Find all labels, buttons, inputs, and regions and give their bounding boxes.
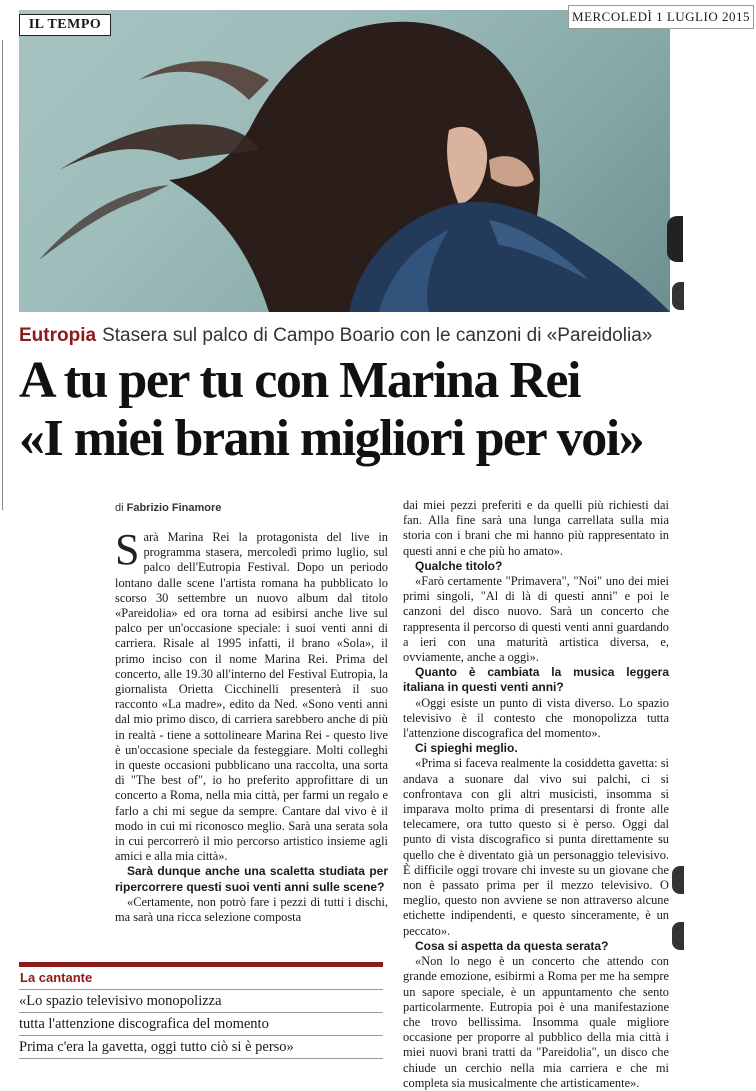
hero-photo [19, 10, 670, 312]
interview-question: Quanto è cambiata la musica leggera italiana in questi venti anni? [403, 665, 669, 695]
issue-date: MERCOLEDÌ 1 LUGLIO 2015 [568, 5, 754, 29]
kicker-text: Stasera sul palco di Campo Boario con le canzoni di «Pareidolia» [102, 325, 653, 346]
adjacent-page-edge [667, 216, 683, 262]
interview-question: Qualche titolo? [415, 558, 503, 573]
paragraph: «Farò certamente "Primavera", "Noi" uno dei miei primi singoli, "Al di là di questi anni" e poi le canzoni del disco nuovo. Sarà un concerto che rappresenta il percorso di questi venti anni guardando a ieri con una maturità artistica diversa, e, ovviamente, anche a oggi». [403, 574, 669, 665]
pull-quote-line: Prima c'era la gavetta, oggi tutto ciò si è perso» [19, 1036, 383, 1059]
adjacent-page-mark [672, 282, 684, 310]
paragraph: «Non lo nego è un concerto che attendo con grande emozione, esibirmi a Roma per me ha sempre un sapore speciale, è un appuntamento che sento particolarmente. Eutropia poi è una manifestazione che trovo bellissima. Insomma quale migliore occasione per proporre al pubblico della mia città i miei nuovi brani tratti da "Pareidolia", un disco che chiude un cerchio nella mia carriera e che mi completa sia musicalmente che artisticamente». [403, 954, 669, 1090]
paragraph: «Prima si faceva realmente la cosiddetta gavetta: si andava a suonare dal vivo sui palchi, ci si confrontava con gli altri musicisti, insomma si imparava molto prima di presentarsi di fronte alle telecamere, ora tutto questo si è perso. Oggi dal punto di vista discografico si punta direttamente su quello che è diventato già un personaggio televisivo. È difficile oggi trovare chi investe su un giovane che non è passato prima per il mezzo televisivo. O meglio, questo non avviene se non attraverso alcune etichette indipendenti, e questo sinceramente, è un peccato». [403, 756, 669, 938]
interview-question: Cosa si aspetta da questa serata? [415, 938, 609, 953]
interview-question: Sarà dunque anche una scaletta studiata per ripercorrere questi suoi venti anni sulle scene? [115, 864, 388, 894]
pull-quote-box [19, 962, 383, 1059]
left-margin-rule [2, 40, 3, 510]
paragraph: Sarà Marina Rei la protagonista del live in programma stasera, mercoledì primo luglio, sul palco dell'Eutropia Festival. Dopo un periodo lontano dalle scene l'artista romana ha pubblicato lo scorso 30 settembre un nuovo album dal titolo «Pareidolia» ed ora torna ad esibirsi anche live sul palco per un'occasione speciale: i suoi venti anni di carriera. Risale al 1995 infatti, il brano «Sola», il primo inciso con il nome Marina Rei. Prima del concerto, alle 19.30 all'interno del Festival Eutropia, la giornalista Orietta Cicchinelli presenterà il suo racconto «La madre», edito da Ned. «Sono venti anni dal mio primo disco, di carriera sarebbero anche di più in realtà - tiene a sottolineare Marina Rei - questo live è un'occasione speciale da festeggiare. Molti colleghi in queste occasioni pubblicano una raccolta, una sorta di "The best of", io ho preferito approfittare di un concerto a Roma, nella mia città, per farmi un regalo e farlo a chi mi segue da sempre. Cantare dal vivo è il modo in cui mi riconosco meglio. Sarà una serata sola in cui percorrerò il mio percorso artistico insieme agli amici e alla mia città». [115, 525, 388, 864]
headline-line-2: «I miei brani migliori per voi» [19, 410, 644, 467]
article-column-2 [403, 498, 669, 1090]
interview-question: Ci spieghi meglio. [415, 741, 518, 756]
section-label: Eutropia [19, 325, 97, 346]
byline-prefix: di [115, 502, 124, 514]
pull-quote-line: tutta l'attenzione discografica del momento [19, 1013, 383, 1036]
pull-quote-line: «Lo spazio televisivo monopolizza [19, 990, 383, 1013]
paragraph: «Certamente, non potrò fare i pezzi di tutti i dischi, ma sarà una ricca selezione composta [115, 894, 388, 925]
byline [115, 502, 221, 514]
paragraph: dai miei pezzi preferiti e da quelli più richiesti dai fan. Alla fine sarà una lunga carrellata sulla mia storia con i brani che mi hanno più rappresentato in questi anni e che più ho amato». [403, 498, 669, 558]
article-column-1 [115, 525, 388, 955]
masthead-logo: IL TEMPO [19, 14, 111, 36]
drop-cap: S [115, 525, 140, 574]
headline [19, 352, 679, 468]
paragraph: «Oggi esiste un punto di vista diverso. Lo spazio televisivo è il contesto che monopolizza tutta l'attenzione discografica del momento». [403, 695, 669, 741]
pull-quote-label: La cantante [19, 967, 383, 990]
singer-photo-illustration [19, 10, 670, 312]
byline-author: Fabrizio Finamore [126, 502, 222, 514]
adjacent-page-mark [672, 922, 684, 950]
kicker [19, 322, 679, 350]
headline-line-1: A tu per tu con Marina Rei [19, 352, 580, 409]
adjacent-page-mark [672, 866, 684, 894]
